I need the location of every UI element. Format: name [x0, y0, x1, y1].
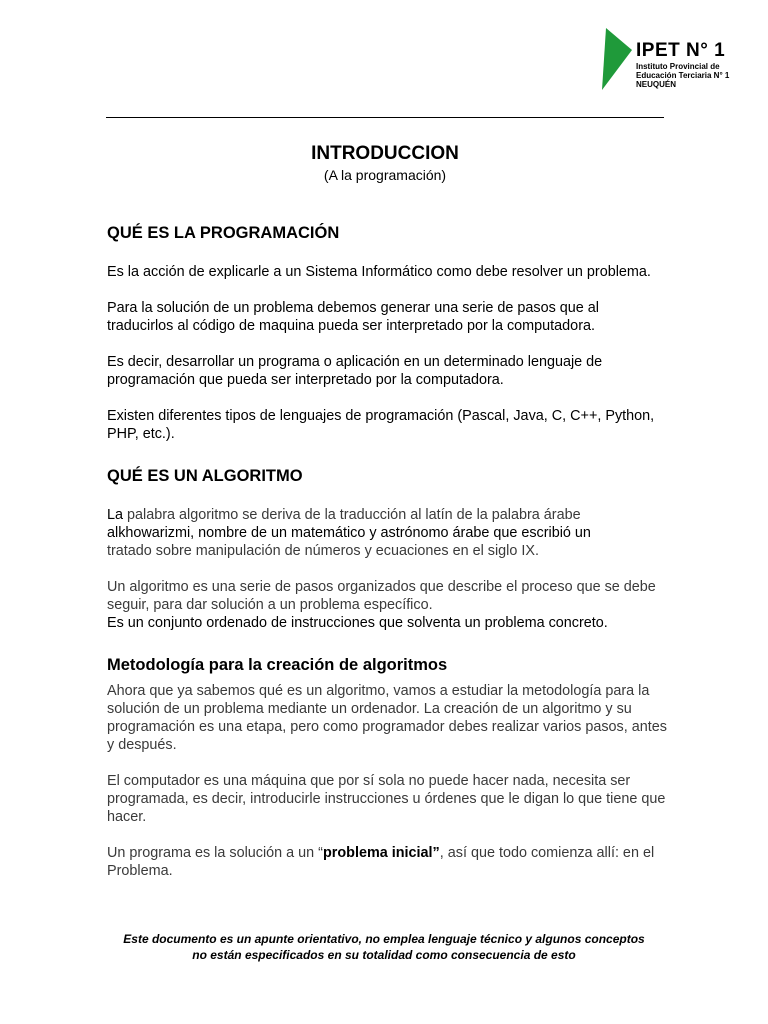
paragraph: Ahora que ya sabemos qué es un algoritmo, vamos a estudiar la metodología para la solución de un problema mediante un ordenador. La creación de un algoritmo y su programación es una etapa, pero como programador debes realizar varios pasos, antes y después. [107, 683, 667, 753]
document-body [107, 224, 667, 880]
paragraph: Es un conjunto ordenado de instrucciones que solventa un problema concreto. [107, 615, 608, 631]
document-subtitle: (A la programación) [323, 167, 447, 183]
footer-note [96, 931, 672, 963]
logo-chevron-icon [600, 28, 636, 92]
document-title: INTRODUCCION [311, 143, 459, 164]
header-divider [106, 117, 664, 118]
paragraph-text: , así que todo comienza allí: en el Problema. [107, 845, 655, 879]
paragraph: Es la acción de explicarle a un Sistema Informático como debe resolver un problema. [107, 264, 651, 280]
logo-title: IPET N° 1 [636, 40, 726, 61]
footer-note-line: Este documento es un apunte orientativo, no emplea lenguaje técnico y algunos conceptos [123, 932, 645, 946]
paragraph-text: tratado sobre manipulación de números y ecuaciones en el siglo IX. [107, 543, 539, 559]
paragraph [107, 844, 667, 880]
paragraph [107, 506, 667, 560]
paragraph-text: palabra algoritmo se deriva de la traducción al latín de la palabra árabe [127, 507, 581, 523]
logo-subtitle-line: NEUQUÉN [636, 80, 677, 89]
logo-subtitle [636, 62, 729, 89]
logo-subtitle-line: Instituto Provincial de [636, 62, 720, 71]
section-heading-algoritmo: QUÉ ES UN ALGORITMO [107, 467, 303, 485]
paragraph: Para la solución de un problema debemos generar una serie de pasos que al traducirlos al código de maquina pueda ser interpretado por la computadora. [107, 300, 600, 334]
logo-subtitle-line: Educación Terciaria N° 1 [636, 71, 730, 80]
paragraph-text: alkhowarizmi, nombre de un matemático y astrónomo árabe que escribió un [107, 525, 591, 541]
paragraph-text: Un programa es la solución a un “ [107, 845, 323, 861]
section-heading-metodologia: Metodología para la creación de algoritmos [107, 656, 448, 674]
paragraph: Es decir, desarrollar un programa o aplicación en un determinado lenguaje de programación que pueda ser interpretado por la computadora. [107, 354, 603, 388]
paragraph: El computador es una máquina que por sí sola no puede hacer nada, necesita ser programada, es decir, introducirle instrucciones u órdenes que le digan lo que tiene que hacer. [107, 773, 666, 825]
paragraph: Un algoritmo es una serie de pasos organizados que describe el proceso que se debe seguir, para dar solución a un problema específico. [107, 579, 656, 613]
section-heading-programacion: QUÉ ES LA PROGRAMACIÓN [107, 224, 340, 242]
paragraph-text: La [107, 507, 128, 523]
institution-logo [600, 28, 730, 94]
footer-note-line: no están especificados en su totalidad como consecuencia de esto [192, 948, 576, 962]
emphasis-text: problema inicial” [322, 845, 440, 861]
paragraph: Existen diferentes tipos de lenguajes de programación (Pascal, Java, C, C++, Python, PHP, etc.). [107, 408, 655, 442]
